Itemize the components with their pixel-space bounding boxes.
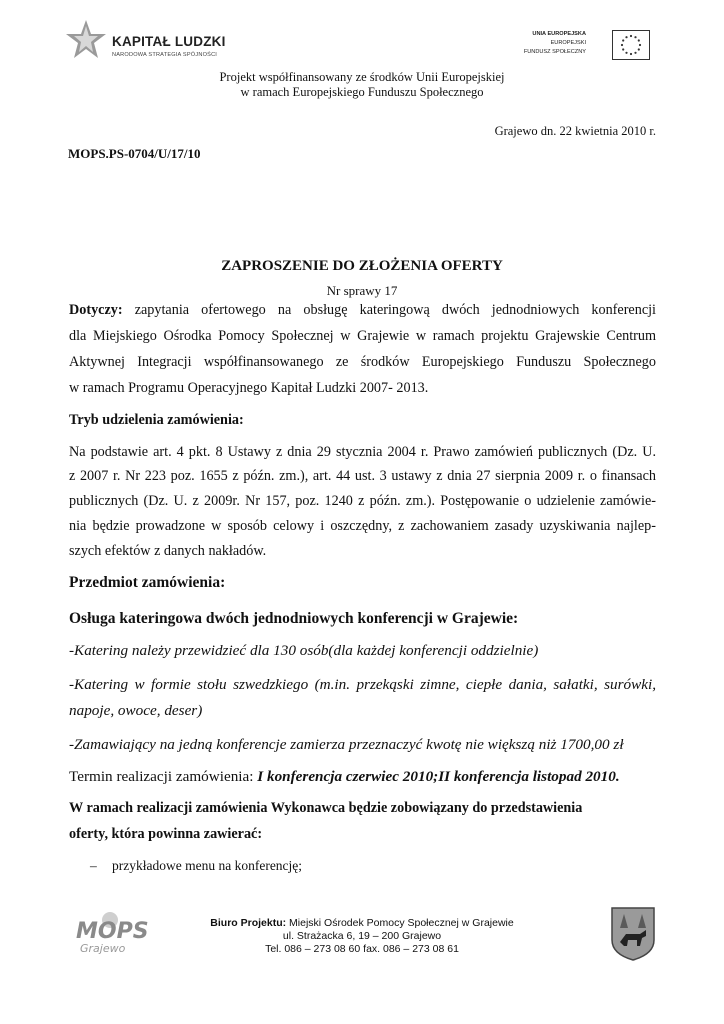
mode-line-2: z 2007 r. Nr 223 poz. 1655 z późn. zm.), art. 44 ust. 3 ustawy z dnia 27 sierpnia 2009 r. o finansach <box>69 468 656 484</box>
cofinance-line-1: Projekt współfinansowany ze środków Unii Europejskiej <box>219 70 505 84</box>
object-heading: Przedmiot zamówienia: <box>69 574 226 591</box>
subject-line-3: Aktywnej Integracji współfinansowanego ze środków Europejskiego Funduszu Społecznego <box>69 354 656 370</box>
object-item-3: -Zamawiający na jedną konferencje zamierza przeznaczyć kwotę nie większą niż 1700,00 zł <box>69 736 624 753</box>
mode-line-4: nia będzie prowadzone w sposób celowy i oszczędny, z zachowaniem zasady uzyskiwania najlep- <box>69 518 656 534</box>
mops-logo-sub: Grajewo <box>80 942 126 955</box>
kapital-ludzki-subtitle: NARODOWA STRATEGIA SPÓJNOŚCI <box>112 52 218 58</box>
deadline-value: I konferencja czerwiec 2010;II konferencja listopad 2010. <box>257 768 620 785</box>
subject-line-2: dla Miejskiego Ośrodka Pomocy Społecznej w Grajewie w ramach projektu Grajewskie Centrum <box>69 328 656 344</box>
mode-heading: Tryb udzielenia zamówienia: <box>69 412 244 428</box>
offer-line-2: oferty, która powinna zawierać: <box>69 826 263 842</box>
footer-phone: Tel. 086 – 273 08 60 fax. 086 – 273 08 61 <box>265 943 459 955</box>
footer-office-label: Biuro Projektu: <box>210 917 287 929</box>
subject-label: Dotyczy: <box>69 302 123 318</box>
reference-number: MOPS.PS-0704/U/17/10 <box>68 146 201 161</box>
mode-line-1: Na podstawie art. 4 pkt. 8 Ustawy z dnia 29 stycznia 2004 r. Prawo zamówień publicznych (Dz. U. <box>69 444 656 460</box>
eu-line-3: FUNDUSZ SPOŁECZNY <box>523 49 586 55</box>
cofinance-line-2: w ramach Europejskiego Funduszu Społecznego <box>240 85 484 99</box>
subject-line-4: w ramach Programu Operacyjnego Kapitał Ludzki 2007- 2013. <box>69 380 429 396</box>
case-number: Nr sprawy 17 <box>326 283 398 298</box>
mode-line-3: publicznych (Dz. U. z 2009r. Nr 157, poz. 1240 z późn. zm.). Postępowanie o udzielenie zamówie- <box>69 493 656 509</box>
eu-logo <box>520 30 650 62</box>
object-item-2-line-1: -Katering w formie stołu szwedzkiego (m.in. przekąski zimne, ciepłe dania, sałatki, surówki, <box>69 676 656 693</box>
grajewo-crest-icon <box>610 906 656 962</box>
footer-office-name: Miejski Ośrodek Pomocy Społecznej w Grajewie <box>286 917 514 929</box>
subject-line-1 <box>69 302 656 319</box>
object-subheading: Osługa kateringowa dwóch jednodniowych konferencji w Grajewie: <box>69 610 519 627</box>
eu-line-1: UNIA EUROPEJSKA <box>532 31 586 37</box>
kapital-ludzki-star-icon <box>64 18 108 64</box>
kapital-ludzki-title: KAPITAŁ LUDZKI <box>112 34 226 49</box>
mode-line-5: szych efektów z danych nakładów. <box>69 543 267 559</box>
subject-text-1: zapytania ofertowego na obsługę kateringową dwóch jednodniowych konferencji <box>134 302 656 318</box>
offer-line-1: W ramach realizacji zamówienia Wykonawca będzie zobowiązany do przedstawienia <box>69 800 583 816</box>
eu-line-2: EUROPEJSKI <box>550 40 586 46</box>
eu-flag-icon <box>612 30 650 60</box>
mops-logo-text: MOPS <box>76 919 149 944</box>
offer-bullet-1: przykładowe menu na konferencję; <box>112 858 303 873</box>
deadline-label: Termin realizacji zamówienia: <box>69 768 258 785</box>
bullet-dash: – <box>90 858 97 873</box>
document-date: Grajewo dn. 22 kwietnia 2010 r. <box>494 124 656 138</box>
object-item-2-line-2: napoje, owoce, deser) <box>69 702 203 719</box>
kapital-ludzki-logo <box>64 18 244 64</box>
deadline-line <box>69 768 620 786</box>
eu-logo-text <box>524 30 586 57</box>
object-item-1: -Katering należy przewidzieć dla 130 osób(dla każdej konferencji oddzielnie) <box>69 642 539 659</box>
footer-address: ul. Strażacka 6, 19 – 200 Grajewo <box>282 930 442 942</box>
document-title: ZAPROSZENIE DO ZŁOŻENIA OFERTY <box>221 258 503 274</box>
